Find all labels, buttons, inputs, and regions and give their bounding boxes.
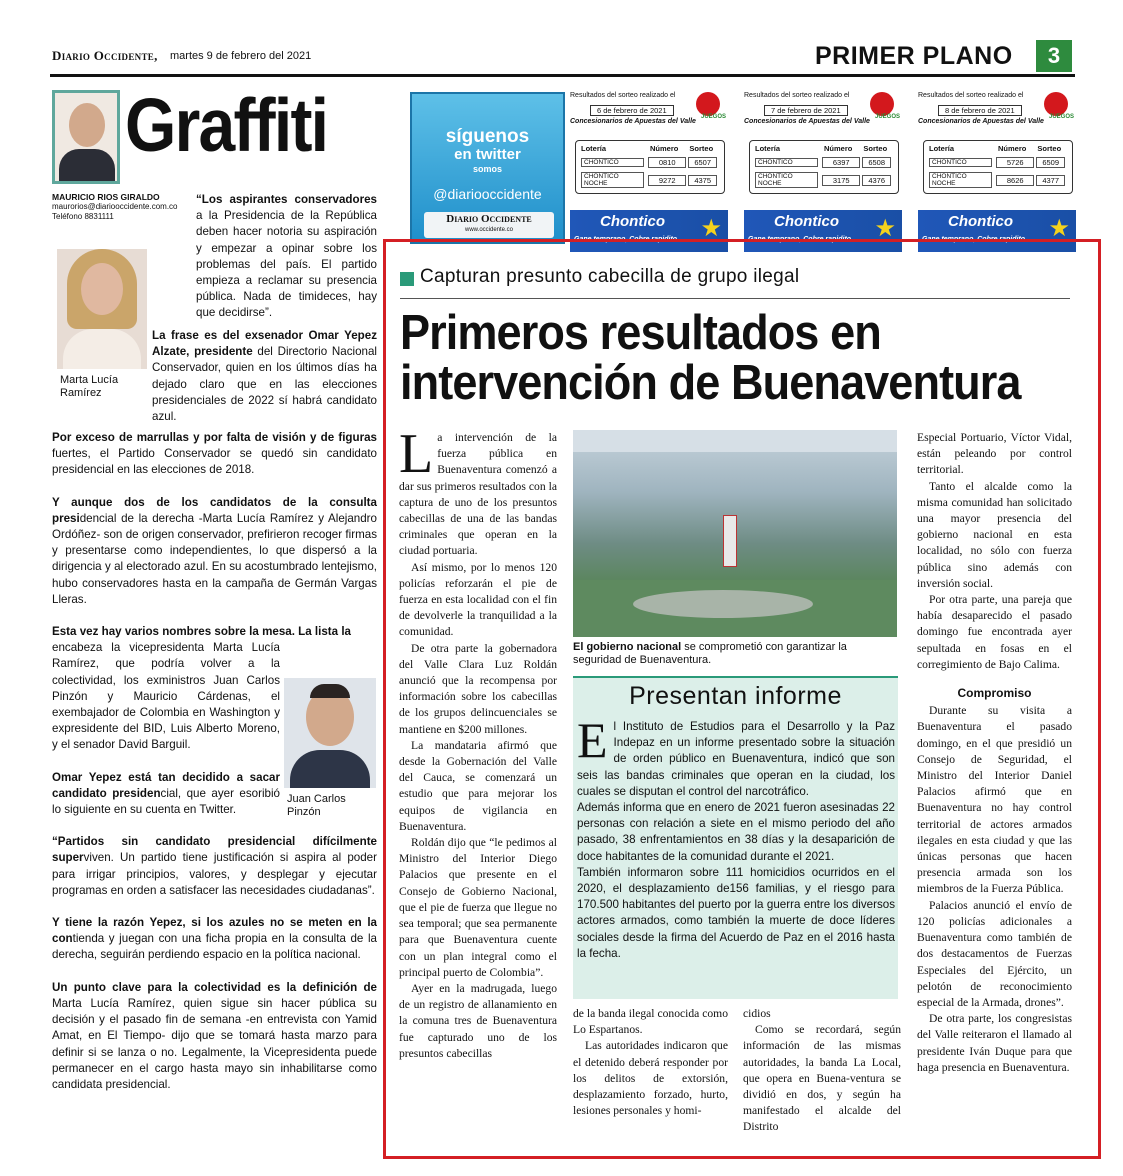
article-paragraph: Las autoridades indicaron que el detenido deberá responder por los delitos de extorsión, desplazamiento forzado, hurto, lesiones personales y homi-: [573, 1039, 728, 1118]
lottery-name: CHONTICO NOCHE: [755, 172, 818, 188]
graffiti-paragraph-2: [152, 328, 377, 425]
article-column-2: [573, 1006, 728, 1119]
juegos-logo-icon: [696, 92, 720, 116]
col-header: Lotería: [755, 144, 781, 153]
body-text: a intervención de la fuerza pública en Buenaventura comenzó a dar sus primeros resultados con la captura de uno de los presuntos cabecillas de una de las bandas criminales que operan en la ciudad portuaria.: [399, 431, 557, 558]
chontico-brand: Chontico: [948, 213, 1013, 230]
col-header: Lotería: [929, 144, 955, 153]
author-phone: Teléfono 8831111: [52, 212, 114, 221]
graffiti-paragraph-9: [52, 980, 377, 1093]
sidebar-paragraph: Además informa que en enero de 2021 fueron asesinadas 22 personas con relación a siete en el mismo periodo del año pasado, 38 enfrentamientos en 38 días y la desaparición de doce habitantes de la comunidad durante el 2021.: [577, 801, 895, 863]
ad-url: www.occidente.co: [464, 227, 514, 233]
lottery-table: [923, 140, 1073, 194]
kicker-square-icon: [400, 272, 414, 286]
lottery-title: Resultados del sorteo realizado el: [918, 92, 1024, 99]
author-byline: [52, 192, 197, 222]
author-email: maurorios@diariooccidente.com.co: [52, 202, 178, 211]
graffiti-paragraph-6: [52, 770, 280, 819]
marta-lucia-photo: [57, 249, 147, 369]
article-paragraph: La mandataria afirmó que desde la Gobernación del Valle del Cauca, se comenzará un estudio que para mejorar los equipos de vigilancia en Buenaventura.: [399, 738, 557, 833]
star-icon: ★: [874, 215, 896, 242]
lottery-title: Resultados del sorteo realizado el: [744, 92, 850, 99]
author-name: MAURICIO RIOS GIRALDO: [52, 192, 160, 202]
article-headline: Primeros resultados en intervención de Buenaventura: [400, 306, 1021, 410]
body-text: del Directorio Nacional Conservador, quien en los últimos días ha dejado claro que en las elecciones presidenciales de 2022 sí habrá candidato azul.: [152, 345, 377, 424]
graffiti-paragraph-1: [196, 192, 377, 322]
article-paragraph: Ayer en la madrugada, luego de un registro de allanamiento en la comuna tres de Buenaventura fue capturado uno de los presuntos cabecillas: [399, 981, 557, 1060]
ad-line: síguenos: [445, 126, 530, 147]
buenaventura-photo: [573, 430, 897, 637]
twitter-handle: @diariooccidente: [433, 186, 542, 202]
lottery-draw: 6509: [1036, 157, 1065, 168]
photo-caption: [573, 641, 897, 667]
drop-cap: L: [399, 423, 434, 485]
body-text: encabeza la vicepresidenta Marta Lucía Ramírez, que podría volver a la colectividad, los exministros Juan Carlos Pinzón y Mauricio Cárdenas, el exembajador de Colombia en Washington y expresidente del BID, Luis Alberto Moreno, y el senador David Barguil.: [52, 641, 280, 752]
juan-carlos-pinzon-photo: [284, 678, 376, 788]
juegos-logo-icon: [870, 92, 894, 116]
twitter-ad: [410, 92, 565, 244]
juegos-label: JUEGOS: [700, 114, 726, 120]
graffiti-paragraph-4: [52, 495, 377, 608]
lottery-result-card: [744, 92, 902, 254]
section-title: PRIMER PLANO: [815, 42, 1013, 70]
bold-lead: Y aunque dos de los candidatos de la consulta presi: [52, 495, 377, 525]
lottery-number: 0810: [648, 157, 686, 168]
caption-surname: Pinzón: [287, 806, 321, 818]
chontico-slogan: Gane temprano, Cobre rapidito: [748, 236, 852, 243]
body-text: Marta Lucía Ramírez, quien sigue sin hacer pública su decisión y el pasado fin de semana -en entrevista con Yamid Amat, en El Tiempo- dijo que se tomará hasta marzo para definir si se lanza o no. Legalmente, la Vicepresidenta puede permanecer en el cargo hasta mayo sin inhabilitarse como candidata presidencial.: [52, 996, 377, 1091]
lottery-draw: 4376: [862, 175, 891, 186]
chontico-slogan: Gane temprano, Cobre rapidito: [574, 236, 678, 243]
lottery-draw: 4375: [688, 175, 717, 186]
body-text: tienda y juegan con una ficha propia en la consulta de la derecha, seguirán perdiendo espacio en la política nacional.: [52, 932, 377, 962]
kicker-divider: [400, 298, 1070, 299]
lottery-org: Concesionarios de Apuestas del Valle: [744, 118, 870, 125]
col-header: Sorteo: [863, 144, 888, 153]
lottery-org: Concesionarios de Apuestas del Valle: [918, 118, 1044, 125]
article-paragraph: Por otra parte, una pareja que había desaparecido el pasado domingo fue encontrada ayer sepultada en fosas en el corregimiento de Bajo Calima.: [917, 593, 1072, 671]
article-paragraph: De otra parte, los congresistas del Valle reiteraron el llamado al presidente Iván Duque para que haga presencia en Buenaventura.: [917, 1012, 1072, 1074]
col-header: Número: [650, 144, 679, 153]
lottery-table: [575, 140, 725, 194]
sidebar-paragraph: También informaron sobre 111 homicidios ocurridos en el 2020, el desplazamiento de156 familias, y el riesgo para 170.500 habitantes del puerto por la guerra entre los diversos actores armados, como también la muerte de doce líderes sociales desde la firma del Acuerdo de Paz en el 2016 hasta la fecha.: [577, 865, 895, 960]
col-header: Sorteo: [1037, 144, 1062, 153]
lottery-number: 9272: [648, 175, 686, 186]
bold-lead: “Partidos sin candidato presidencial difícilmente super: [52, 835, 377, 865]
graffiti-paragraph-3: [52, 430, 377, 479]
lottery-name: CHONTICO NOCHE: [929, 172, 992, 188]
lottery-number: 3175: [822, 175, 860, 186]
article-paragraph: [399, 423, 557, 560]
star-icon: ★: [700, 215, 722, 242]
graffiti-quote-rest: a la Presidencia de la República deben hacer notoria su aspiración y empezar a opinar sobre los problemas del país. El partido empieza a reclamar su presencia pública. Nada de timideces, hay que decidirse”.: [196, 209, 377, 320]
chontico-brand: Chontico: [600, 213, 665, 230]
juegos-label: JUEGOS: [874, 114, 900, 120]
article-paragraph: Especial Portuario, Víctor Vidal, están peleando por control territorial.: [917, 431, 1072, 477]
article-paragraph: Tanto el alcalde como la misma comunidad han solicitado una mayor presencia del gobierno nacional en esta localidad, no sólo con fuerza pública sino además con inversión social.: [917, 479, 1072, 590]
bold-lead: Y tiene la razón Yepez, si los azules no se meten en la con: [52, 916, 377, 946]
page-number: 3: [1036, 40, 1072, 72]
body-text: l Instituto de Estudios para el Desarrollo y la Paz Indepaz en un informe presentado sobre la situación de orden público en Buenaventura, indicó que son seis las bandas criminales que operan en la ciudad, los cuales se disputan el control del narcotráfico.: [577, 720, 895, 798]
drop-cap: E: [577, 712, 608, 768]
ad-line: en twitter: [454, 146, 521, 163]
chontico-brand: Chontico: [774, 213, 839, 230]
article-paragraph: de la banda ilegal conocida como Lo Espartanos.: [573, 1007, 728, 1037]
lottery-number: 5726: [996, 157, 1034, 168]
ad-line: somos: [472, 164, 502, 174]
sidebar-text: [577, 712, 895, 962]
caption-bold: El gobierno nacional: [573, 641, 682, 653]
lottery-table: [749, 140, 899, 194]
header-rule: [50, 74, 1075, 77]
chontico-slogan: Gane temprano, Cobre rapidito: [922, 236, 1026, 243]
article-column-3: [743, 1006, 901, 1136]
article-paragraph: Como se recordará, según información de las mismas autoridades, la banda La Local, que opera en Buena-ventura se dividió en dos, y según ha manifestado el alcalde del Distrito: [743, 1023, 901, 1134]
article-paragraph: Palacios anunció el envío de 120 policías adicionales a Buenaventura como también de dos destacamentos de Fuerzas Especiales del Ejército, un pelotón de reconocimiento especial de la Armada, drones”.: [917, 898, 1072, 1009]
caption-text: se comprometió con garantizar la seguridad de Buenaventura.: [573, 641, 847, 666]
pinzon-caption: [287, 793, 346, 819]
sidebar-paragraph: [577, 712, 895, 800]
lottery-name: CHONTICO: [929, 158, 992, 167]
issue-date: martes 9 de febrero del 2021: [170, 50, 312, 62]
article-paragraph: cidios: [743, 1007, 771, 1020]
bold-lead: Un punto clave para la colectividad es la definición de: [52, 980, 377, 994]
lottery-org: Concesionarios de Apuestas del Valle: [570, 118, 696, 125]
graffiti-paragraph-7: [52, 834, 377, 899]
star-icon: ★: [1048, 215, 1070, 242]
lottery-name: CHONTICO NOCHE: [581, 172, 644, 188]
col-header: Sorteo: [689, 144, 714, 153]
sidebar-title: Presentan informe: [629, 682, 842, 710]
marta-lucia-caption: [60, 374, 118, 400]
lottery-name: CHONTICO: [581, 158, 644, 167]
body-text: viven. Un partido tiene justificación si aspira al poder para irrigar principios, valores, y desplegar y ejecutar programas en orden a satisfacer las necesidades ciudadanas”.: [52, 851, 377, 897]
lottery-date: 6 de febrero de 2021: [590, 105, 674, 116]
article-paragraph: Así mismo, por lo menos 120 policías reforzarán el pie de fuerza en esta localidad con el fin de devolverle la tranquilidad a la comunidad.: [399, 560, 557, 639]
body-text: fuertes, el Partido Conservador se quedó sin candidato presidencial en las elecciones de 2018.: [52, 447, 377, 477]
lottery-result-card: [570, 92, 728, 254]
article-paragraph: Roldán dijo que “le pedimos al Ministro del Interior Diego Palacios que presente en el Consejo de Gobierno Nacional, que el pie de fuerza que llegue no sea temporal; que sea permanente para que Buenaventura cuente con un plan integral como el principal puerto de Colombia”.: [399, 836, 557, 979]
bold-lead: Por exceso de marrullas y por falta de visión y de figuras: [52, 431, 377, 444]
bold-lead: Esta vez hay varios nombres sobre la mesa. La lista la: [52, 625, 352, 639]
article-column-1: [399, 423, 557, 1062]
lottery-date: 8 de febrero de 2021: [938, 105, 1022, 116]
lottery-result-card: [918, 92, 1076, 254]
article-subhead: Compromiso: [957, 686, 1032, 701]
body-text: cial, que ayer esoribió lo siguiente en su cuenta en Twitter.: [52, 786, 281, 817]
caption-name: Marta Lucía: [60, 374, 119, 386]
article-kicker: Capturan presunto cabecilla de grupo ilegal: [420, 266, 800, 287]
ad-brand: Diario Occidente: [446, 213, 532, 225]
article-paragraph: De otra parte la gobernadora del Valle Clara Luz Roldán anunció que la recompensa por información sobre los cabecillas de los grupos delincuenciales se mantiene en $200 millones.: [399, 641, 557, 736]
col-header: Lotería: [581, 144, 607, 153]
lottery-number: 8626: [996, 175, 1034, 186]
lottery-title: Resultados del sorteo realizado el: [570, 92, 676, 99]
graffiti-quote-start: “Los aspirantes conservadores: [196, 193, 377, 206]
caption-name: Juan Carlos: [287, 793, 346, 805]
body-text: dencial de la derecha -Marta Lucía Ramírez y Alejandro Ordóñez- son de origen conservador, prefirieron recoger firmas y presentarse como independientes, lo que dispersó a la dirigencia y al electorado azul. En su acostumbrado lentejismo, hubo conservadores hasta en la campaña de Germán Vargas Lleras.: [52, 511, 377, 606]
col-header: Número: [998, 144, 1027, 153]
lottery-draw: 6508: [862, 157, 891, 168]
lottery-number: 6397: [822, 157, 860, 168]
graffiti-paragraph-8: [52, 915, 377, 964]
article-paragraph: Durante su visita a Buenaventura el pasado domingo, en el que presidió un Consejo de Seguridad, el Ministro del Interior Daniel Palacios afirmó que en Buenaventura no hay control territorial de actores armados ilegales en esta ciudad y que las únicas personas que hacen presencia armada son los miembros de la Fuerza Pública.: [917, 704, 1072, 896]
col-header: Número: [824, 144, 853, 153]
bold-lead: Omar Yepez está tan decidido a sacar candidato presiden: [52, 770, 280, 800]
caption-surname: Ramírez: [60, 387, 102, 399]
masthead: Diario Occidente,: [52, 48, 158, 63]
author-photo: [52, 90, 120, 184]
column-title: Graffiti: [125, 83, 328, 167]
lottery-date: 7 de febrero de 2021: [764, 105, 848, 116]
juegos-logo-icon: [1044, 92, 1068, 116]
bold-lead: La frase es del exsenador Omar Yepez Alzate, presidente: [152, 329, 377, 359]
juegos-label: JUEGOS: [1048, 114, 1074, 120]
article-column-4: [917, 430, 1072, 1076]
lottery-name: CHONTICO: [755, 158, 818, 167]
lottery-draw: 6507: [688, 157, 717, 168]
lottery-draw: 4377: [1036, 175, 1065, 186]
